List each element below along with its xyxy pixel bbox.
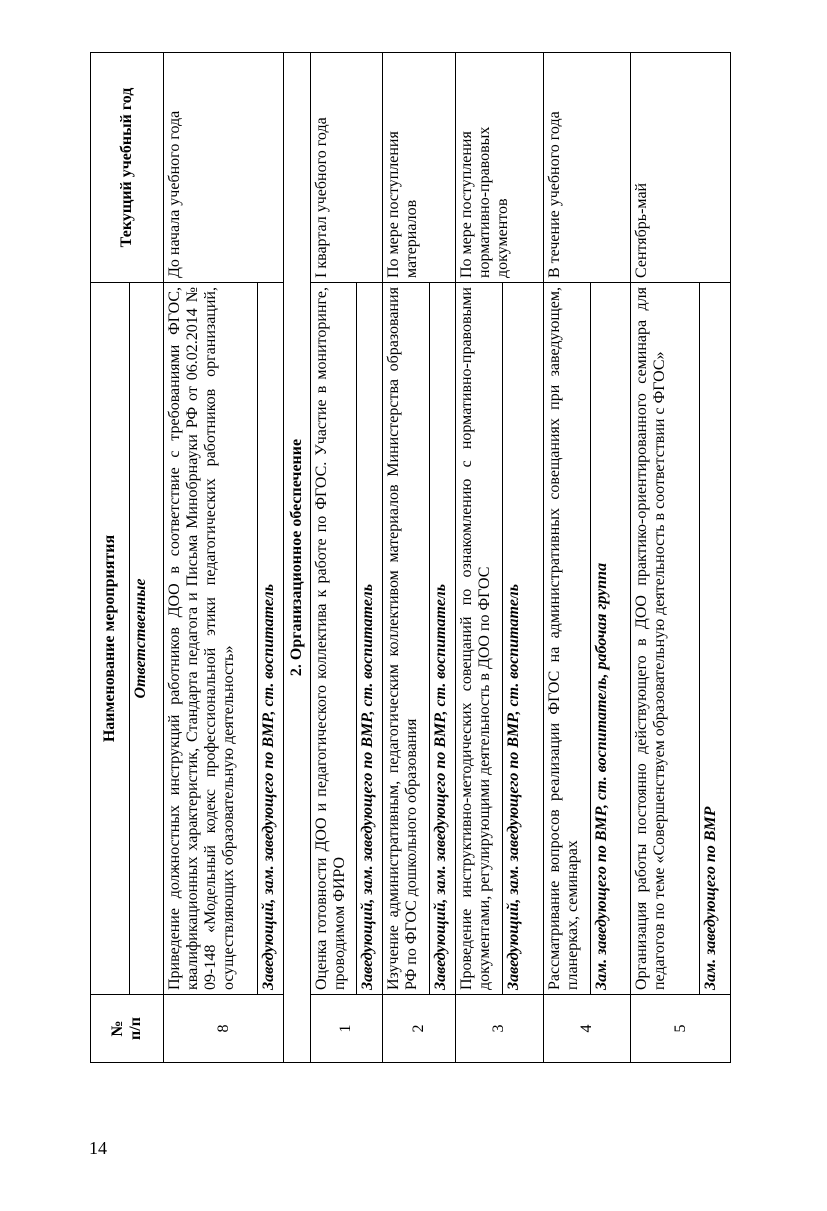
activities-table — [90, 52, 731, 1063]
row-responsible: Заведующий, зам. заведующего по ВМР, ст. воспитатель — [257, 283, 283, 995]
rotated-table-container — [90, 53, 731, 1063]
row-responsible: Зам. заведующего по ВМР — [700, 283, 731, 995]
row-text: Изучение административным, педагогическим коллективом материалов Министерства образования РФ по ФГОС дошкольного образования — [382, 283, 429, 995]
row-responsible: Зам. заведующего по ВМР, ст. воспитатель, рабочая группа — [590, 283, 631, 995]
row-time: Сентябрь-май — [631, 53, 731, 283]
row-responsible: Заведующий, зам. заведующего по ВМР, ст. воспитатель — [503, 283, 544, 995]
header-num: № п/п — [91, 995, 164, 1063]
header-responsible: Ответственные — [129, 283, 164, 995]
row-time: До начала учебного года — [164, 53, 284, 283]
row-num: 2 — [382, 995, 455, 1063]
page-number: 14 — [89, 1138, 107, 1158]
row-num: 1 — [310, 995, 382, 1063]
row-text: Проведение инструктивно-методических совещаний по ознакомлению с нормативно-правовыми документами, регулирующими деятельность в ДОО по ФГОС — [456, 283, 503, 995]
row-responsible: Заведующий, зам. заведующего по ВМР, ст. воспитатель — [429, 283, 455, 995]
row-time: I квартал учебного года — [310, 53, 382, 283]
section-title: 2. Организационное обеспечение — [284, 53, 310, 1063]
row-text: Организация работы постоянно действующего в ДОО практико-ориентированного семинара для педагогов по теме «Совершенствуем образовательную деятельность в соответствии с ФГОС» — [631, 283, 700, 995]
row-time: По мере поступления нормативно-правовых документов — [456, 53, 543, 283]
header-time: Текущий учебный год — [91, 53, 164, 283]
row-num: 5 — [631, 995, 731, 1063]
row-text: Приведение должностных инструкций работников ДОО в соответствие с требованиями ФГОС, квалификационных характеристик, Стандарта педагога и Письма Минобрнауки РФ от 06.02.2014 № 09-148 «Модельный кодекс профессиональной этики педагогических работников организаций, осуществляющих образовательную деятельность» — [164, 283, 258, 995]
row-responsible: Заведующий, зам. заведующего по ВМР, ст. воспитатель — [356, 283, 382, 995]
row-num: 8 — [164, 995, 284, 1063]
row-text: Рассматривание вопросов реализации ФГОС на административных совещаниях при заведующем, планерках, семинарах — [543, 283, 590, 995]
row-num: 4 — [543, 995, 630, 1063]
row-num: 3 — [456, 995, 543, 1063]
row-text: Оценка готовности ДОО и педагогического коллектива к работе по ФГОС. Участие в мониторинге, проводимом ФИРО — [310, 283, 356, 995]
row-time: По мере поступления материалов — [382, 53, 455, 283]
row-time: В течение учебного года — [543, 53, 630, 283]
header-name: Наименование мероприятия — [91, 283, 130, 995]
